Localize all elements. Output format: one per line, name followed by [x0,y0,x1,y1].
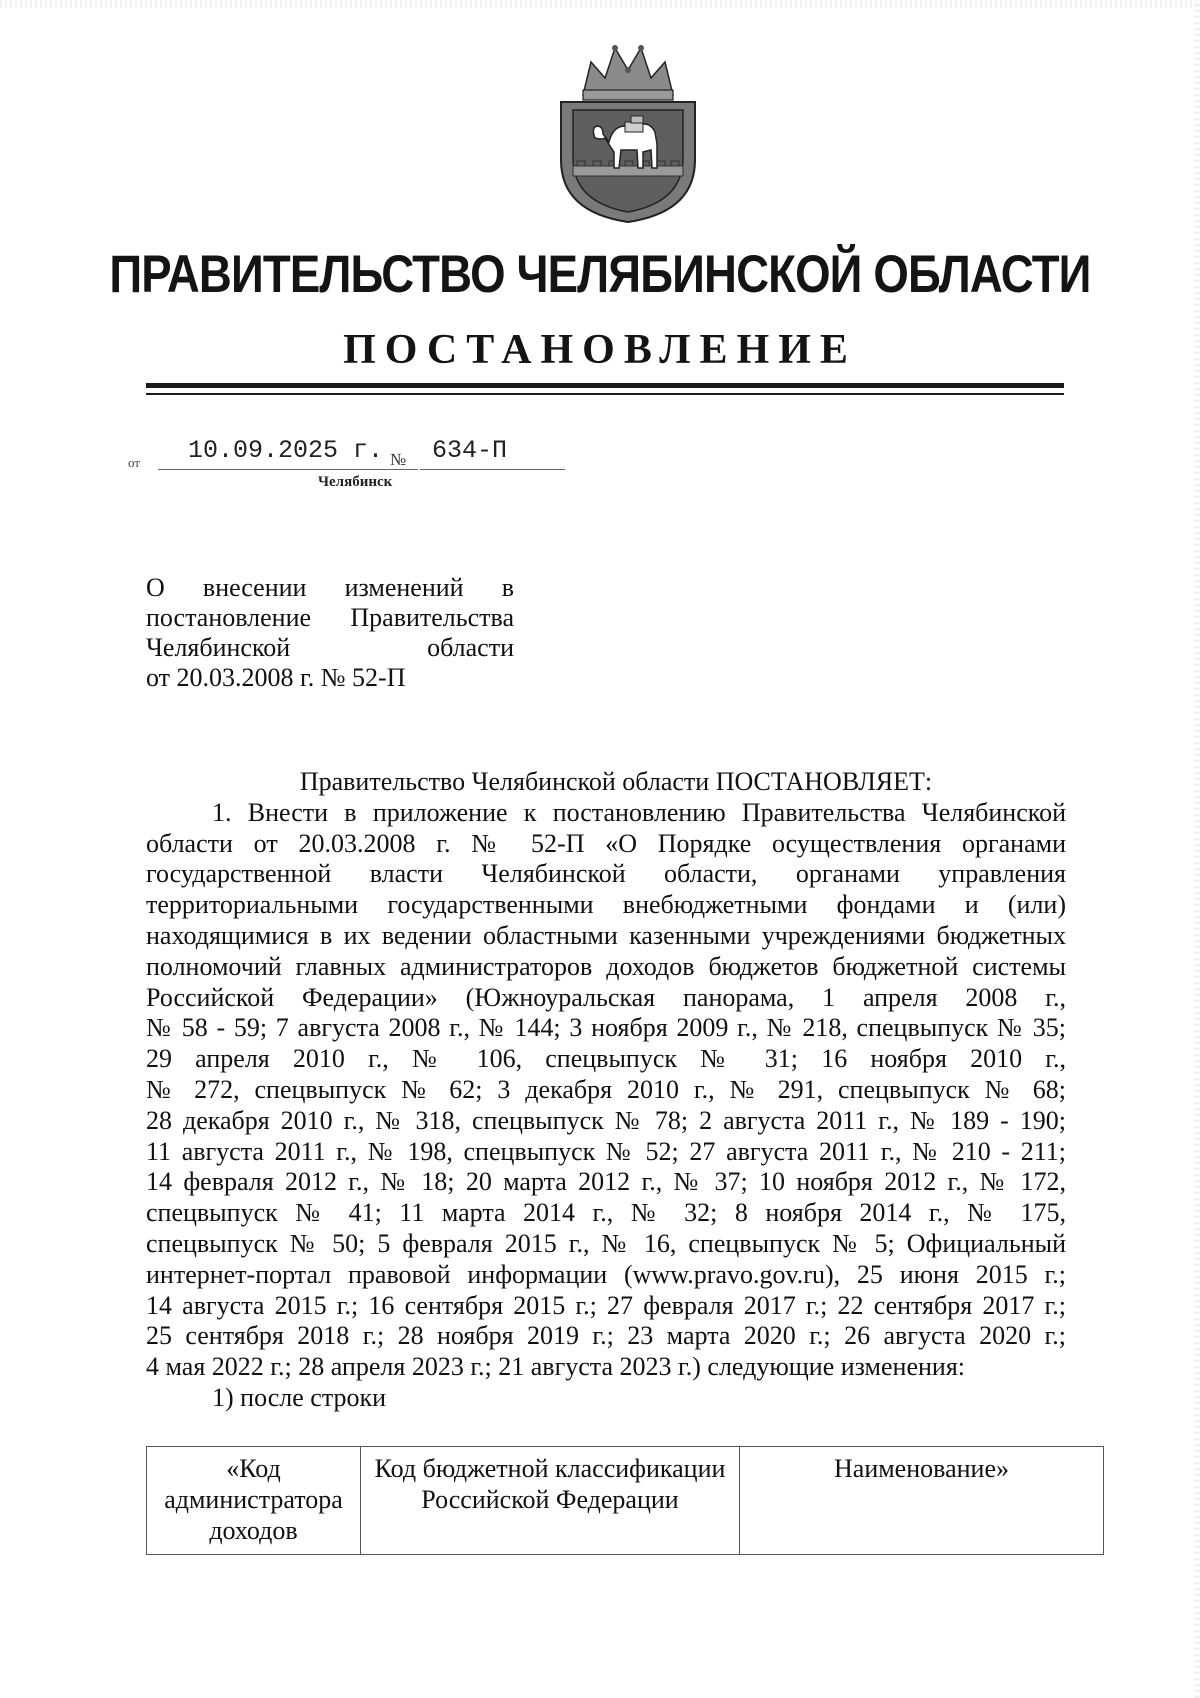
subject-line: постановление Правительства [146,603,514,632]
date-underline [158,469,418,470]
body-subitem: 1) после строки [212,1382,387,1412]
subject-line: О внесении изменений в [146,573,514,602]
table-header-cell: Код бюджетной классификации Российской Федерации [361,1447,740,1555]
number-prefix-label: № [390,450,407,469]
issue-city: Челябинск [318,474,393,490]
body-line: 14 августа 2015 г.; 16 сентября 2015 г.; 27 февраля 2017 г.; 22 сентября 2017 г.; [146,1290,1066,1320]
chelyabinsk-coat-of-arms-camel-icon [553,40,703,225]
body-line: № 58 - 59; 7 августа 2008 г., № 144; 3 ноября 2009 г., № 218, спецвыпуск № 35; [146,1013,1066,1043]
number-underline [420,469,565,470]
body-line: полномочий главных администраторов доходов бюджетов бюджетной системы [146,951,1066,981]
date-prefix-label: от [128,455,141,470]
header-rule-thin [146,393,1064,395]
body-line: находящимися в их ведении областными казенными учреждениями бюджетных [146,920,1066,950]
document-number: 634-П [432,436,508,465]
body-line: 29 апреля 2010 г., № 106, спецвыпуск № 31; 16 ноября 2010 г., [146,1044,1066,1074]
organization-title: ПРАВИТЕЛЬСТВО ЧЕЛЯБИНСКОЙ ОБЛАСТИ [109,245,1091,304]
body-line: территориальными государственными внебюджетными фондами и (или) [146,890,1066,920]
body-line: 28 декабря 2010 г., № 318, спецвыпуск № 78; 2 августа 2011 г., № 189 - 190; [146,1105,1066,1135]
body-line: № 272, спецвыпуск № 62; 3 декабря 2010 г., № 291, спецвыпуск № 68; [146,1074,1066,1104]
document-type-title: ПОСТАНОВЛЕНИЕ [343,327,857,373]
body-line: области от 20.03.2008 г. № 52-П «О Порядке осуществления органами [146,828,1066,858]
body-line: 4 мая 2022 г.; 28 апреля 2023 г.; 21 августа 2023 г.) следующие изменения: [146,1352,966,1382]
scan-edge-top [0,0,1200,8]
body-line: государственной власти Челябинской области, органами управления [146,859,1066,889]
kbk-table [146,1446,1104,1555]
header-rule-thick [146,383,1064,388]
body-line: спецвыпуск № 50; 5 февраля 2015 г., № 16, спецвыпуск № 5; Официальный [146,1228,1066,1258]
table-row [147,1447,1104,1555]
crown-icon [583,45,673,100]
body-line: Российской Федерации» (Южноуральская панорама, 1 апреля 2008 г., [146,982,1066,1012]
document-body [146,767,1066,1414]
kbk-table-wrapper [146,1446,1104,1555]
table-header-cell: Наименование» [740,1447,1104,1555]
table-header-cell: «Код администратора доходов [147,1447,361,1555]
subject-line: Челябинской области [146,633,514,662]
body-line: спецвыпуск № 41; 11 марта 2014 г., № 32; 8 ноября 2014 г., № 175, [146,1198,1066,1228]
scan-edge-right [1194,0,1200,1698]
body-line: 14 февраля 2012 г., № 18; 20 марта 2012 г., № 37; 10 ноября 2012 г., № 172, [146,1167,1066,1197]
subject-line: от 20.03.2008 г. № 52-П [146,663,406,692]
body-line: интернет-портал правовой информации (www.pravo.gov.ru), 25 июня 2015 г.; [146,1259,1066,1289]
body-preamble: Правительство Челябинской области ПОСТАНОВЛЯЕТ: [299,767,933,796]
document-date: 10.09.2025 г. [188,436,384,465]
body-line: 11 августа 2011 г., № 198, спецвыпуск № 52; 27 августа 2011 г., № 210 - 211; [146,1136,1066,1166]
body-line: 1. Внести в приложение к постановлению Правительства Челябинской [212,797,1066,827]
document-subject [146,573,514,693]
body-line: 25 сентября 2018 г.; 28 ноября 2019 г.; 23 марта 2020 г.; 26 августа 2020 г.; [146,1321,1066,1351]
